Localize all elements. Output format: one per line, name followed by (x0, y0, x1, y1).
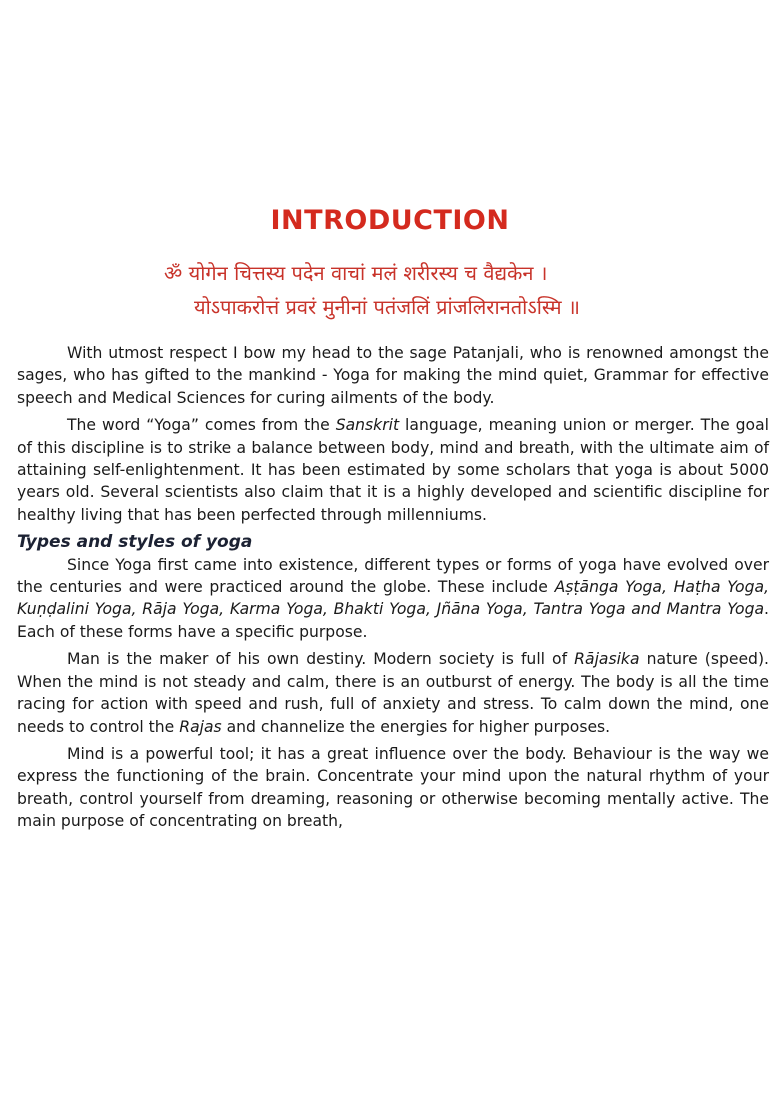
italic-term: Rājasika (574, 650, 640, 669)
text: nature (speed). When the mind is not steady and calm, there is an outburst of energy. The body is all the time racing for action with speed and rush, full of anxiety and stress. To calm down the mind, one needs to control the (17, 650, 769, 736)
sanskrit-verse-line-1: ॐ योगेन चित्तस्य पदेन वाचां मलं शरीरस्य च वैद्यकेन । (164, 261, 548, 285)
text: and channelize the energies for higher purposes. (221, 717, 611, 736)
text: Since Yoga first came into existence, different types or forms of yoga have evolved over the centuries and were practiced around the globe. These include (17, 555, 769, 597)
italic-term: Sanskrit (335, 416, 400, 435)
page-title: INTRODUCTION (270, 205, 510, 236)
paragraph-1: With utmost respect I bow my head to the sage Patanjali, who is renowned amongst the sages, who has gifted to the mankind - Yoga for making the mind quiet, Grammar for effective speech and Medical Sciences for curing ailments of the body. (17, 344, 769, 407)
italic-yoga-list: Aṣṭānga Yoga, Haṭha Yoga, Kuṇḍalini Yoga, Rāja Yoga, Karma Yoga, Bhakti Yoga, Jñāna Yoga, Tantra Yoga and Mantra Yoga (17, 578, 769, 619)
text: Man is the maker of his own destiny. Modern society is full of (67, 650, 575, 669)
italic-term: Rajas (179, 717, 222, 736)
text: language, meaning union or merger. The goal of this discipline is to strike a balance between body, mind and breath, with the ultimate aim of attaining self-enlightenment. It has been estimated by some scholars that yoga is about 5000 years old. Several scientists also claim that it is a highly developed and scientific discipline for healthy living that has been perfected through millenniums. (17, 416, 769, 524)
paragraph-5: Mind is a powerful tool; it has a great influence over the body. Behaviour is the way we express the functioning of the brain. Concentrate your mind upon the natural rhythm of your breath, control yourself from dreaming, reasoning or otherwise becoming mentally active. The main purpose of concentrating on breath, (17, 744, 769, 831)
paragraph-3 (17, 554, 769, 644)
paragraph-2 (17, 414, 769, 526)
paragraph-4 (17, 648, 769, 738)
text: . Each of these forms have a specific purpose. (17, 600, 769, 641)
sanskrit-verse-line-2: योऽपाकरोत्तं प्रवरं मुनीनां पतंजलिं प्रांजलिरानतोऽस्मि ॥ (194, 295, 580, 319)
document-body (17, 342, 769, 838)
text: The word “Yoga” comes from the (67, 416, 336, 435)
section-heading: Types and styles of yoga (17, 532, 253, 553)
